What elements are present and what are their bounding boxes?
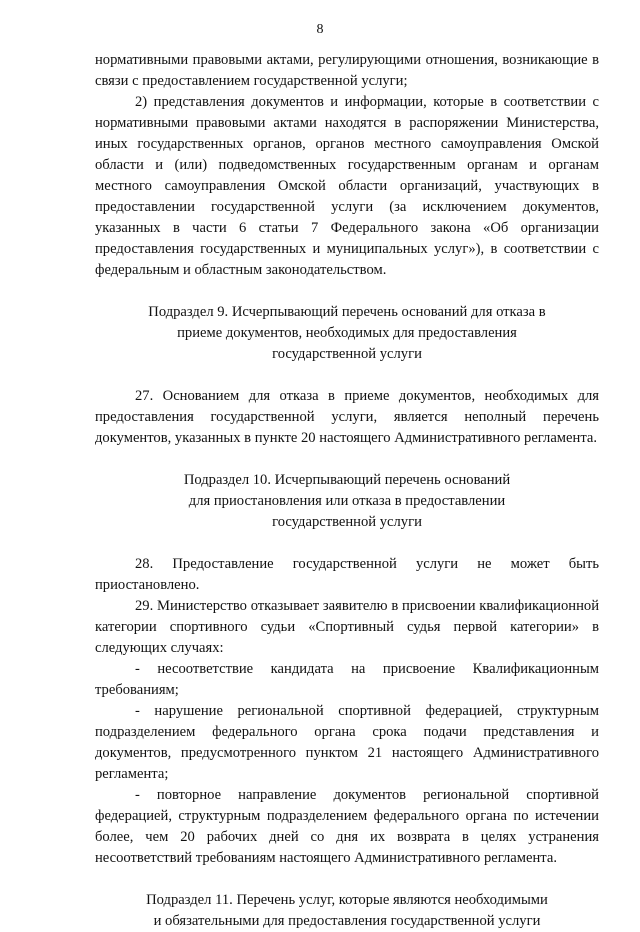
document-body bbox=[95, 50, 599, 932]
subsection-10-heading-line: для приостановления или отказа в предоставлении bbox=[188, 493, 506, 509]
page-number: 8 bbox=[316, 22, 324, 37]
subsection-9-heading-line: государственной услуги bbox=[272, 346, 422, 362]
list-item-3: - повторное направление документов региональной спортивной федерацией, структурным подразделением федерального органа по истечении более, чем 20 рабочих дней со дня их возврата в целях устранения несоответствий требованиям настоящего Административного регламента. bbox=[95, 787, 599, 866]
subsection-10-heading-line: Подраздел 10. Исчерпывающий перечень оснований bbox=[183, 472, 511, 488]
subsection-9-heading-line: приеме документов, необходимых для предоставления bbox=[177, 325, 517, 341]
subsection-11-heading-line: Подраздел 11. Перечень услуг, которые являются необходимыми bbox=[146, 892, 548, 908]
list-item-1: - несоответствие кандидата на присвоение Квалификационным требованиям; bbox=[95, 661, 599, 698]
subsection-9-heading-line: Подраздел 9. Исчерпывающий перечень оснований для отказа в bbox=[148, 304, 546, 320]
paragraph-item-2: 2) представления документов и информации, которые в соответствии с нормативными правовыми актами находятся в распоряжении Министерства, иных государственных органов, органов местного самоуправления Омской области и (или) подведомственных государственным органам и органам местного самоуправления Омской области организаций, участвующих в предоставлении государственной услуги (за исключением документов, указанных в части 6 статьи 7 Федерального закона «Об организации предоставления государственных и муниципальных услуг»), в соответствии с федеральным и областным законодательством. bbox=[95, 94, 599, 278]
paragraph-27: 27. Основанием для отказа в приеме документов, необходимых для предоставления государственной услуги, является неполный перечень документов, указанных в пункте 20 настоящего Административного регламента. bbox=[95, 388, 599, 446]
subsection-11-heading-line: и обязательными для предоставления государственной услуги bbox=[153, 913, 541, 929]
paragraph-29: 29. Министерство отказывает заявителю в присвоении квалификационной категории спортивного судьи «Спортивный судья первой категории» в следующих случаях: bbox=[95, 598, 599, 656]
paragraph-28: 28. Предоставление государственной услуги не может быть приостановлено. bbox=[95, 556, 599, 593]
subsection-11-heading bbox=[95, 890, 599, 932]
paragraph-continuation: нормативными правовыми актами, регулирующими отношения, возникающие в связи с предоставлением государственной услуги; bbox=[95, 52, 599, 89]
subsection-10-heading-line: государственной услуги bbox=[272, 514, 422, 530]
subsection-10-heading bbox=[95, 470, 599, 533]
subsection-9-heading bbox=[95, 302, 599, 365]
list-item-2: - нарушение региональной спортивной федерацией, структурным подразделением федерального органа срока подачи представления и документов, предусмотренного пунктом 21 настоящего Административного регламента; bbox=[95, 703, 599, 782]
